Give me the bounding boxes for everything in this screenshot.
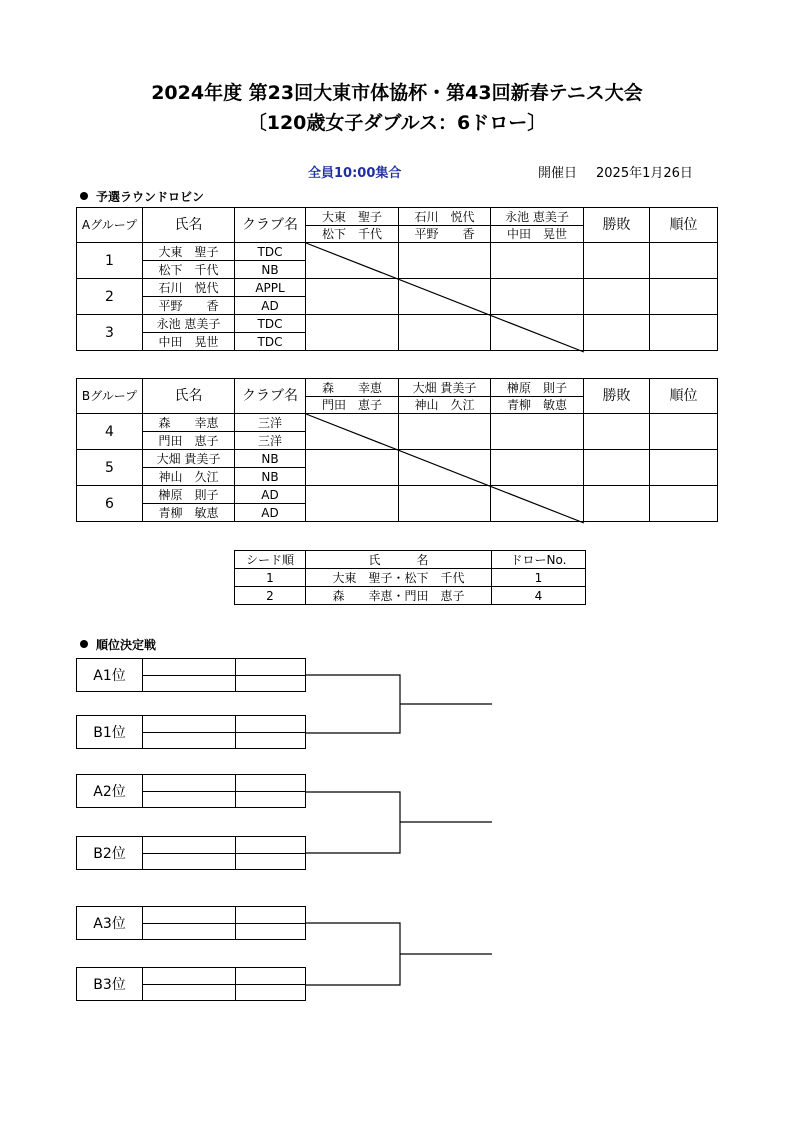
- tournament-title: 2024年度 第23回大東市体協杯・第43回新春テニス大会: [151, 82, 643, 104]
- bracket-slot: [76, 906, 306, 940]
- player-club: APPL: [235, 279, 306, 297]
- group-b-table: [76, 378, 718, 522]
- group-label: Aグループ: [77, 208, 143, 243]
- match-cell: [399, 414, 491, 450]
- match-cell: [491, 315, 584, 351]
- rank-cell: [650, 243, 718, 279]
- bullet-icon: [80, 192, 88, 200]
- player-club: 三洋: [235, 414, 306, 432]
- bracket-connector: [306, 923, 400, 985]
- seed-header-name: 氏 名: [306, 551, 492, 569]
- team-number: 1: [77, 243, 143, 279]
- match-cell: [399, 450, 491, 486]
- player-club: AD: [235, 297, 306, 315]
- player-name: 石川 悦代: [143, 279, 235, 297]
- bracket-connector: [306, 675, 400, 733]
- bracket-divider: [235, 775, 236, 807]
- seed-header-rank: シード順: [235, 551, 306, 569]
- team-number: 3: [77, 315, 143, 351]
- bracket-slot: [76, 774, 306, 808]
- player-name: 門田 恵子: [143, 432, 235, 450]
- header-rank: 順位: [650, 208, 718, 243]
- player-club: 三洋: [235, 432, 306, 450]
- match-cell: [491, 243, 584, 279]
- seed-draw: 1: [492, 569, 586, 587]
- team-number: 2: [77, 279, 143, 315]
- bracket-divider: [143, 853, 305, 854]
- bracket-divider: [143, 675, 305, 676]
- player-club: TDC: [235, 243, 306, 261]
- rank-cell: [650, 450, 718, 486]
- header-name: 氏名: [143, 379, 235, 414]
- bracket-slot-label: B3位: [77, 968, 143, 1000]
- player-name: 神山 久江: [143, 468, 235, 486]
- bracket-slot-label: B1位: [77, 716, 143, 748]
- col-header-player: 永池 恵美子: [491, 208, 584, 226]
- player-name: 平野 香: [143, 297, 235, 315]
- header-winloss: 勝敗: [584, 208, 650, 243]
- player-name: 松下 千代: [143, 261, 235, 279]
- bracket-slot-label: B2位: [77, 837, 143, 869]
- event-subtitle: 〔120歳女子ダブルス：6ドロー〕: [247, 112, 547, 134]
- bracket-divider: [143, 923, 305, 924]
- bracket-slot: [76, 715, 306, 749]
- header-club: クラブ名: [235, 208, 306, 243]
- bracket-divider: [143, 791, 305, 792]
- match-cell: [491, 486, 584, 522]
- bracket-connector: [306, 792, 400, 853]
- col-header-player: 榊原 則子: [491, 379, 584, 397]
- group-a-table: [76, 207, 718, 351]
- bracket-divider: [235, 968, 236, 1000]
- bracket-divider: [143, 732, 305, 733]
- player-club: NB: [235, 468, 306, 486]
- bracket-divider: [235, 837, 236, 869]
- winloss-cell: [584, 450, 650, 486]
- player-name: 中田 晃世: [143, 333, 235, 351]
- col-header-player: 森 幸恵: [306, 379, 399, 397]
- match-cell: [399, 486, 491, 522]
- player-name: 大畑 貴美子: [143, 450, 235, 468]
- team-number: 5: [77, 450, 143, 486]
- player-club: AD: [235, 486, 306, 504]
- rank-cell: [650, 315, 718, 351]
- col-header-player: 大東 聖子: [306, 208, 399, 226]
- winloss-cell: [584, 315, 650, 351]
- seed-name: 森 幸恵・門田 恵子: [306, 587, 492, 605]
- seed-draw: 4: [492, 587, 586, 605]
- section-placement-label: 順位決定戦: [96, 638, 157, 652]
- player-club: NB: [235, 261, 306, 279]
- col-header-player: 門田 恵子: [306, 397, 399, 414]
- match-cell: [306, 450, 399, 486]
- winloss-cell: [584, 243, 650, 279]
- seed-rank: 1: [235, 569, 306, 587]
- player-name: 永池 恵美子: [143, 315, 235, 333]
- bracket-divider: [235, 659, 236, 691]
- bracket-slot: [76, 836, 306, 870]
- player-club: TDC: [235, 333, 306, 351]
- winloss-cell: [584, 279, 650, 315]
- header-rank: 順位: [650, 379, 718, 414]
- section-round-robin: [80, 188, 204, 205]
- bracket-slot: [76, 658, 306, 692]
- match-cell: [306, 414, 399, 450]
- match-cell: [491, 279, 584, 315]
- bracket-divider: [235, 907, 236, 939]
- bracket-slot-label: A2位: [77, 775, 143, 807]
- col-header-player: 青柳 敏恵: [491, 397, 584, 414]
- player-name: 榊原 則子: [143, 486, 235, 504]
- player-name: 青柳 敏恵: [143, 504, 235, 522]
- col-header-player: 平野 香: [399, 226, 491, 243]
- player-club: AD: [235, 504, 306, 522]
- col-header-player: 石川 悦代: [399, 208, 491, 226]
- bracket-slot-label: A1位: [77, 659, 143, 691]
- rank-cell: [650, 486, 718, 522]
- col-header-player: 中田 晃世: [491, 226, 584, 243]
- date-label: 開催日: [538, 166, 578, 181]
- team-number: 6: [77, 486, 143, 522]
- player-name: 森 幸恵: [143, 414, 235, 432]
- group-label: Bグループ: [77, 379, 143, 414]
- date-value: 2025年1月26日: [596, 166, 693, 181]
- bullet-icon: [80, 640, 88, 648]
- bracket-slot-label: A3位: [77, 907, 143, 939]
- winloss-cell: [584, 486, 650, 522]
- match-cell: [491, 414, 584, 450]
- player-name: 大東 聖子: [143, 243, 235, 261]
- match-cell: [399, 279, 491, 315]
- col-header-player: 松下 千代: [306, 226, 399, 243]
- team-number: 4: [77, 414, 143, 450]
- player-club: TDC: [235, 315, 306, 333]
- match-cell: [399, 315, 491, 351]
- match-cell: [306, 243, 399, 279]
- rank-cell: [650, 279, 718, 315]
- bracket-divider: [235, 716, 236, 748]
- assembly-time: 全員10:00集合: [308, 166, 402, 181]
- rank-cell: [650, 414, 718, 450]
- seed-table: [234, 550, 586, 605]
- match-cell: [491, 450, 584, 486]
- match-cell: [306, 279, 399, 315]
- header-club: クラブ名: [235, 379, 306, 414]
- col-header-player: 大畑 貴美子: [399, 379, 491, 397]
- match-cell: [399, 243, 491, 279]
- section-round-robin-label: 予選ラウンドロビン: [96, 190, 205, 204]
- player-club: NB: [235, 450, 306, 468]
- seed-name: 大東 聖子・松下 千代: [306, 569, 492, 587]
- winloss-cell: [584, 414, 650, 450]
- header-name: 氏名: [143, 208, 235, 243]
- section-placement: [80, 636, 156, 653]
- bracket-divider: [143, 984, 305, 985]
- col-header-player: 神山 久江: [399, 397, 491, 414]
- seed-rank: 2: [235, 587, 306, 605]
- match-cell: [306, 315, 399, 351]
- seed-header-draw: ドローNo.: [492, 551, 586, 569]
- bracket-slot: [76, 967, 306, 1001]
- match-cell: [306, 486, 399, 522]
- header-winloss: 勝敗: [584, 379, 650, 414]
